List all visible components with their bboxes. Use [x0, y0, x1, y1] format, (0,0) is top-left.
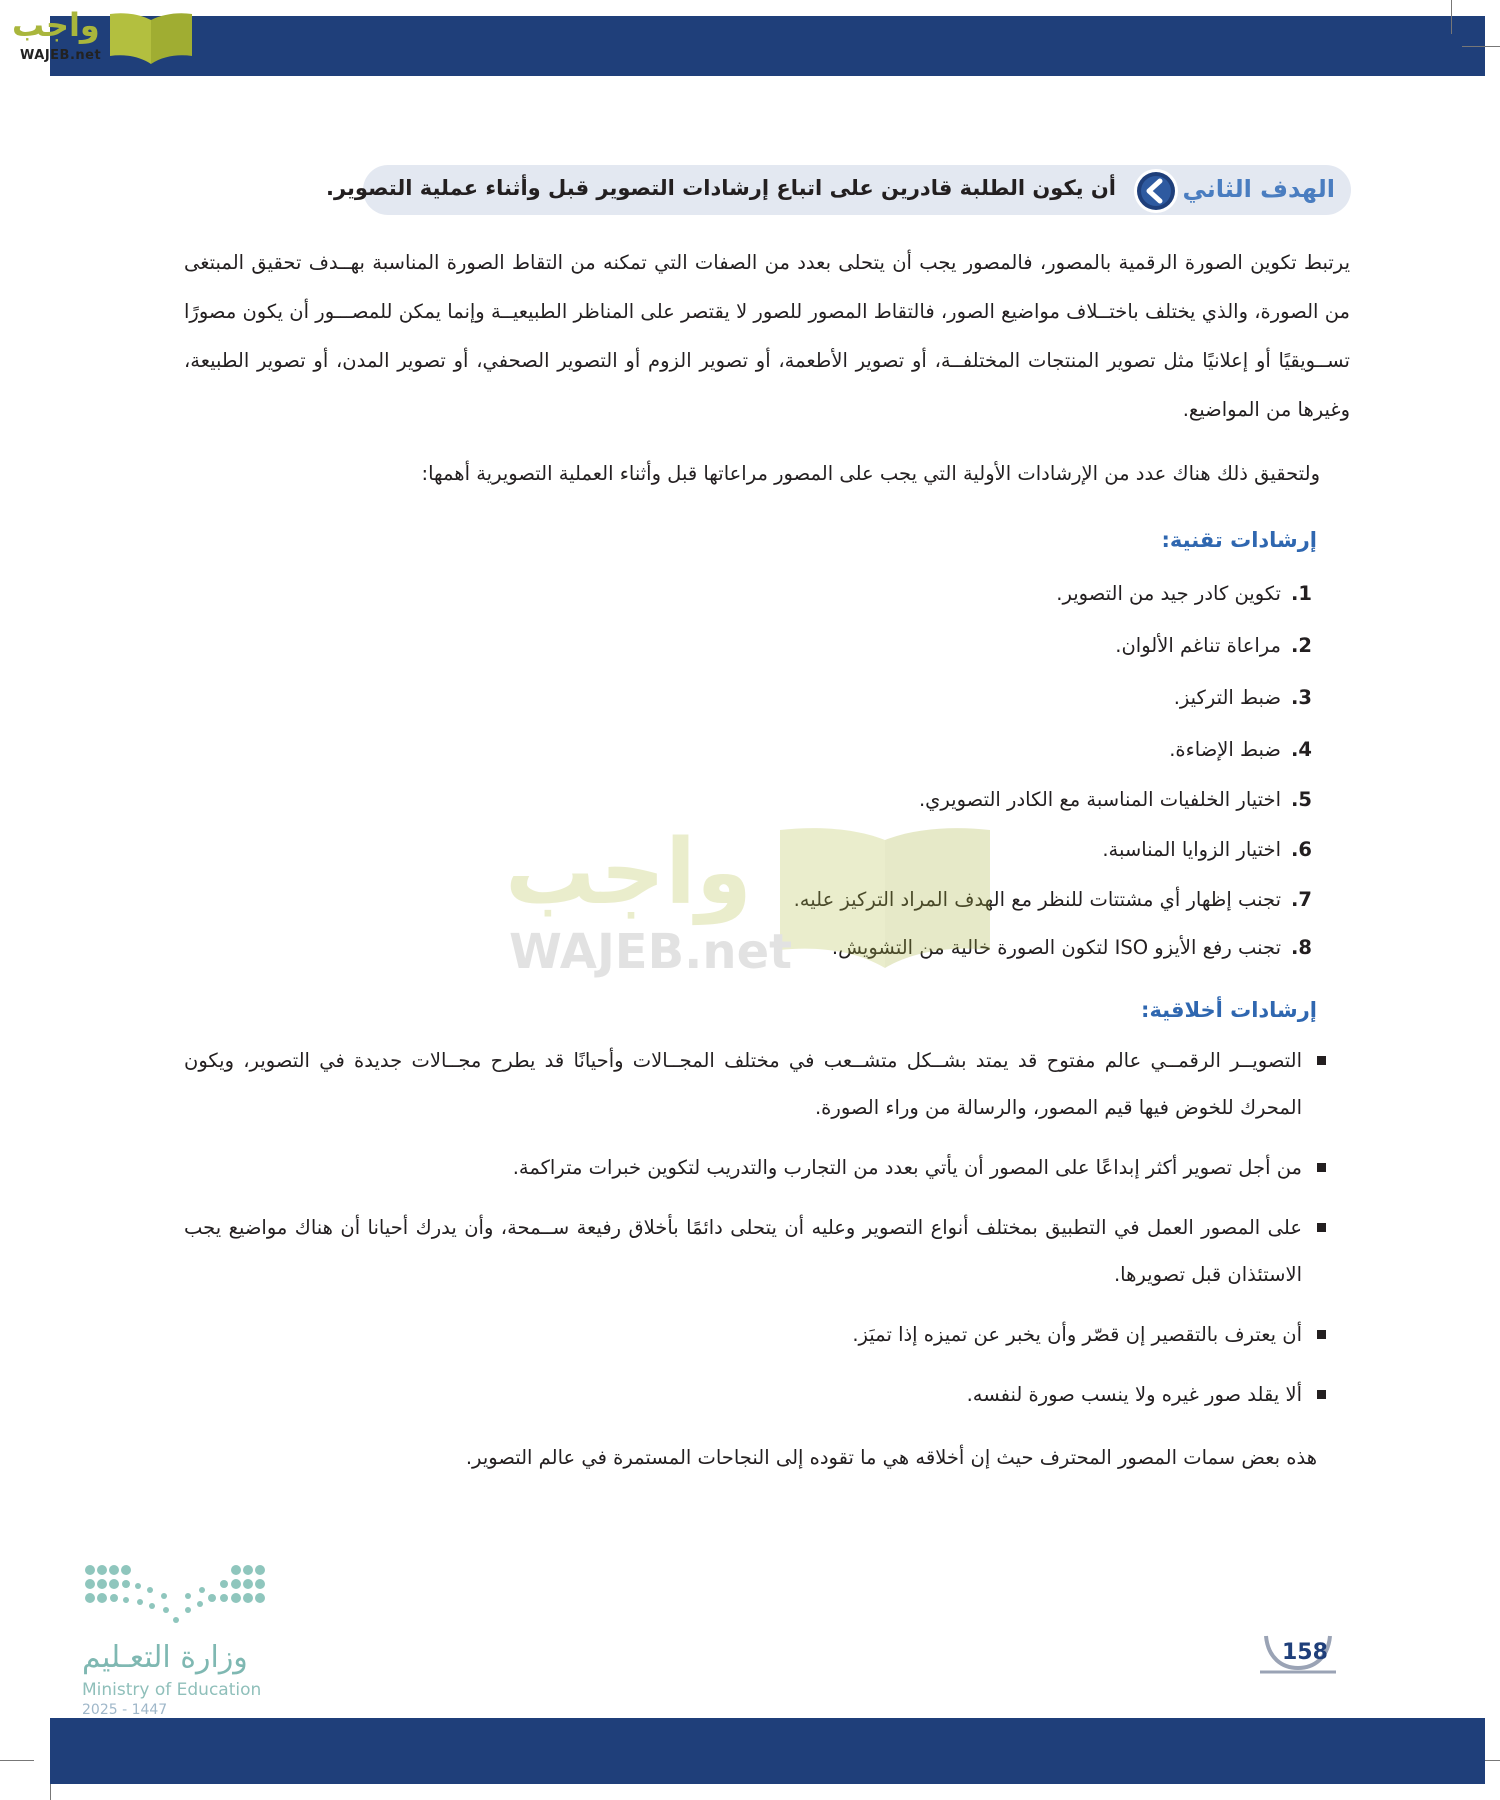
technical-item: 5.اختيار الخلفيات المناسبة مع الكادر التصويري.	[918, 788, 1312, 811]
closing-text: هذه بعض سمات المصور المحترف حيث إن أخلاقه هي ما تقوده إلى النجاحات المستمرة في عالم التصوير.	[465, 1446, 1317, 1469]
technical-item: 6.اختيار الزوايا المناسبة.	[1102, 838, 1312, 861]
ethical-heading: إرشادات أخلاقية:	[1141, 998, 1317, 1022]
ministry-name-ar: وزارة التعـليم	[82, 1640, 248, 1675]
goal-text: أن يكون الطلبة قادرين على اتباع إرشادات التصوير قبل وأثناء عملية التصوير.	[326, 176, 1116, 200]
ministry-year: 2025 - 1447	[82, 1702, 168, 1718]
bottom-banner	[50, 1718, 1485, 1784]
crop-mark	[0, 1760, 34, 1761]
ethical-item: التصويــر الرقمــي عالم مفتوح قد يمتد بشــكل متشــعب في مختلف المجــالات وأحيانًا قد يطرح مجــالات جديدة في التصوير، ويكون المحرك للخوض فيها قيم المصور، والرسالة من وراء الصورة.	[184, 1037, 1302, 1131]
ethical-item: من أجل تصوير أكثر إبداعًا على المصور أن يأتي بعدد من التجارب والتدريب لتكوين خبرات متراكمة.	[184, 1144, 1302, 1191]
watermark-arabic: واجب	[505, 820, 752, 925]
technical-heading: إرشادات تقنية:	[1161, 528, 1317, 552]
technical-item: 4.ضبط الإضاءة.	[1169, 738, 1312, 761]
top-banner	[50, 16, 1485, 76]
crop-mark	[1462, 46, 1500, 47]
wajeb-logo	[8, 6, 192, 68]
technical-item: 8.تجنب رفع الأيزو ISO لتكون الصورة خالية من التشويش.	[831, 936, 1312, 959]
ethical-item: أن يعترف بالتقصير إن قصّر وأن يخبر عن تميزه إذا تميَز.	[184, 1311, 1302, 1358]
technical-item: 7.تجنب إظهار أي مشتتات للنظر مع الهدف المراد التركيز عليه.	[793, 888, 1312, 911]
intro-lead: ولتحقيق ذلك هناك عدد من الإرشادات الأولية التي يجب على المصور مراعاتها قبل وأثناء العملية التصويرية أهمها:	[421, 462, 1320, 485]
ethical-item: على المصور العمل في التطبيق بمختلف أنواع التصوير وعليه أن يتحلى دائمًا بأخلاق رفيعة ســمحة، وأن يدرك أحيانا أن هناك مواضيع يجب الاستئذان قبل تصويرها.	[184, 1204, 1302, 1298]
intro-paragraph: يرتبط تكوين الصورة الرقمية بالمصور، فالمصور يجب أن يتحلى بعدد من الصفات التي تمكنه من التقاط الصورة المناسبة بهــدف تحقيق المبتغى من الصورة، والذي يختلف باختــلاف مواضيع الصور، فالتقاط المصور للصور لا يقتصر على المناظر الطبيعيــة وإنما يمكن للمصـــور أن يكون مصورًا تســويقيًا أو إعلانيًا مثل تصوير المنتجات المختلفــة، أو تصوير الأطعمة، أو تصوير الزوم أو التصوير الصحفي، أو تصوير المدن، أو تصوير الطبيعة، وغيرها من المواضيع.	[184, 251, 1350, 421]
technical-item: 1.تكوين كادر جيد من التصوير.	[1056, 582, 1312, 605]
page-number: 158	[1282, 1640, 1328, 1665]
watermark-latin: WAJEB.net	[509, 924, 793, 980]
technical-item: 3.ضبط التركيز.	[1173, 686, 1312, 709]
logo-text: واجب	[12, 6, 100, 44]
ministry-name-en: Ministry of Education	[82, 1680, 262, 1700]
open-book-icon	[106, 8, 196, 68]
goal-label: الهدف الثاني	[1182, 175, 1335, 203]
ethical-item: ألا يقلد صور غيره ولا ينسب صورة لنفسه.	[184, 1371, 1302, 1418]
arrow-left-icon	[1133, 168, 1179, 214]
ministry-logo-dots	[84, 1562, 266, 1628]
crop-mark	[1451, 0, 1452, 34]
logo-latin: WAJEB.net	[20, 48, 102, 63]
technical-item: 2.مراعاة تناغم الألوان.	[1115, 634, 1312, 657]
